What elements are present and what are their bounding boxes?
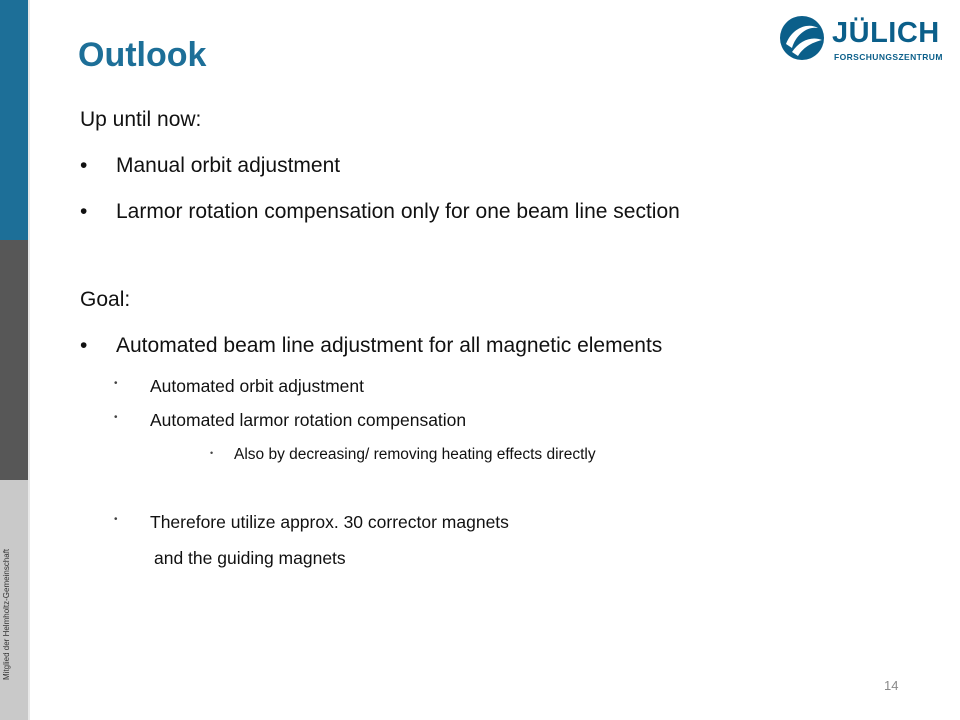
- logo-wordmark: JÜLICH: [832, 17, 940, 49]
- bullet-icon: •: [80, 154, 88, 177]
- bullet-text: Manual orbit adjustment: [116, 154, 341, 177]
- bullet-text: Larmor rotation compensation only for one beam line section: [116, 200, 680, 223]
- sub-bullet-icon: •: [114, 412, 118, 423]
- sub-bullet-text: Automated orbit adjustment: [150, 376, 365, 396]
- sub-sub-bullet-text: Also by decreasing/ removing heating effects directly: [234, 446, 596, 463]
- side-bar-blue: [0, 0, 28, 240]
- sub-bullet-text: Therefore utilize approx. 30 corrector magnets: [150, 512, 509, 532]
- continuation-text: and the guiding magnets: [154, 548, 346, 568]
- side-stripe: [28, 0, 30, 720]
- side-bar-dark: [0, 240, 28, 480]
- helmholtz-caption: Mitglied der Helmholtz-Gemeinschaft: [2, 548, 11, 680]
- juelich-logo-mark-icon: [778, 14, 826, 62]
- logo-subtitle: FORSCHUNGSZENTRUM: [834, 52, 943, 62]
- slide-title: Outlook: [78, 36, 207, 74]
- sub-bullet-icon: •: [114, 514, 118, 525]
- sub-sub-bullet-icon: •: [210, 448, 214, 458]
- bullet-icon: •: [80, 200, 88, 223]
- bullet-icon: •: [80, 334, 88, 357]
- page-number: 14: [884, 678, 899, 693]
- bullet-text: Automated beam line adjustment for all magnetic elements: [116, 334, 663, 357]
- sub-bullet-icon: •: [114, 378, 118, 389]
- juelich-logo: [778, 14, 948, 72]
- heading-goal: Goal:: [80, 288, 131, 311]
- sub-bullet-text: Automated larmor rotation compensation: [150, 410, 467, 430]
- heading-current: Up until now:: [80, 108, 202, 131]
